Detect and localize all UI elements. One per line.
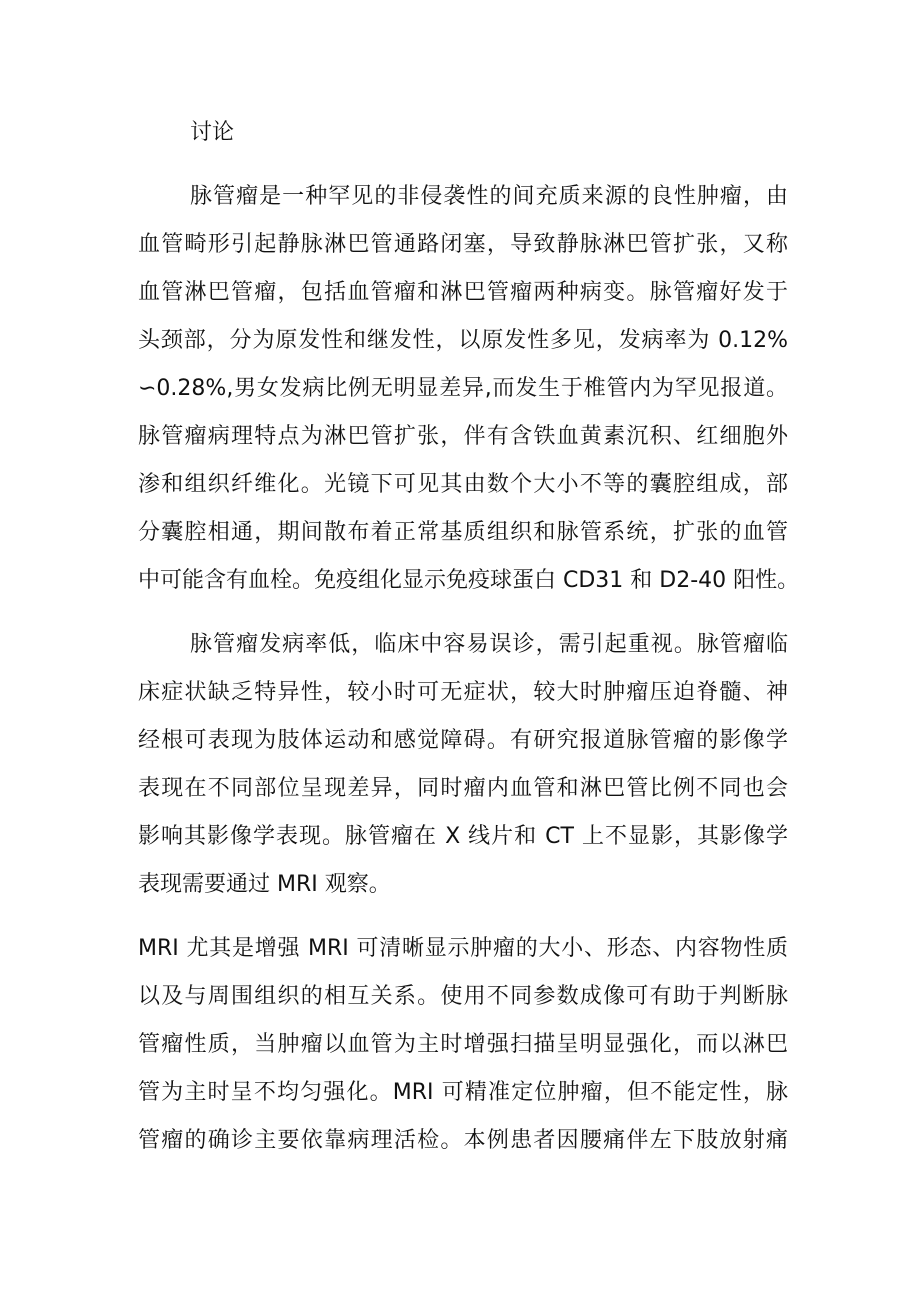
paragraph-line: MRI 尤其是增强 MRI 可清晰显示肿瘤的大小、形态、内容物性质 [138,936,788,961]
paragraph-line: 脉管瘤是一种罕见的非侵袭性的间充质来源的良性肿瘤，由 [190,184,788,209]
paragraph-line: ∽0.28%,男女发病比例无明显差异,而发生于椎管内为罕见报道。 [138,376,788,401]
paragraph-line: 脉管瘤病理特点为淋巴管扩张，伴有含铁血黄素沉积、红细胞外 [138,424,788,449]
paragraph-line: 血管淋巴管瘤，包括血管瘤和淋巴管瘤两种病变。脉管瘤好发于 [138,280,788,305]
paragraph-line: 血管畸形引起静脉淋巴管通路闭塞，导致静脉淋巴管扩张，又称 [138,232,788,257]
paragraph-line: 头颈部，分为原发性和继发性，以原发性多见，发病率为 0.12% [138,328,788,353]
paragraph-line: 脉管瘤发病率低，临床中容易误诊，需引起重视。脉管瘤临 [190,632,788,657]
paragraph-line: 经根可表现为肢体运动和感觉障碍。有研究报道脉管瘤的影像学 [138,728,788,753]
paragraph-line: 床症状缺乏特异性，较小时可无症状，较大时肿瘤压迫脊髓、神 [138,680,788,705]
section-heading: 讨论 [190,120,235,145]
paragraph-line: 管为主时呈不均匀强化。MRI 可精准定位肿瘤，但不能定性，脉 [138,1080,788,1105]
paragraph-line: 分囊腔相通，期间散布着正常基质组织和脉管系统，扩张的血管 [138,520,788,545]
paragraph-line: 以及与周围组织的相互关系。使用不同参数成像可有助于判断脉 [138,984,788,1009]
paragraph-line: 渗和组织纤维化。光镜下可见其由数个大小不等的囊腔组成，部 [138,472,788,497]
paragraph-line: 表现在不同部位呈现差异，同时瘤内血管和淋巴管比例不同也会 [138,776,788,801]
paragraph-line: 中可能含有血栓。免疫组化显示免疫球蛋白 CD31 和 D2-40 阳性。 [138,568,800,593]
paragraph-line: 管瘤的确诊主要依靠病理活检。本例患者因腰痛伴左下肢放射痛 [138,1128,788,1153]
paragraph-line: 影响其影像学表现。脉管瘤在 X 线片和 CT 上不显影，其影像学 [138,824,788,849]
paragraph-line: 表现需要通过 MRI 观察。 [138,872,391,897]
paragraph-line: 管瘤性质，当肿瘤以血管为主时增强扫描呈明显强化，而以淋巴 [138,1032,788,1057]
